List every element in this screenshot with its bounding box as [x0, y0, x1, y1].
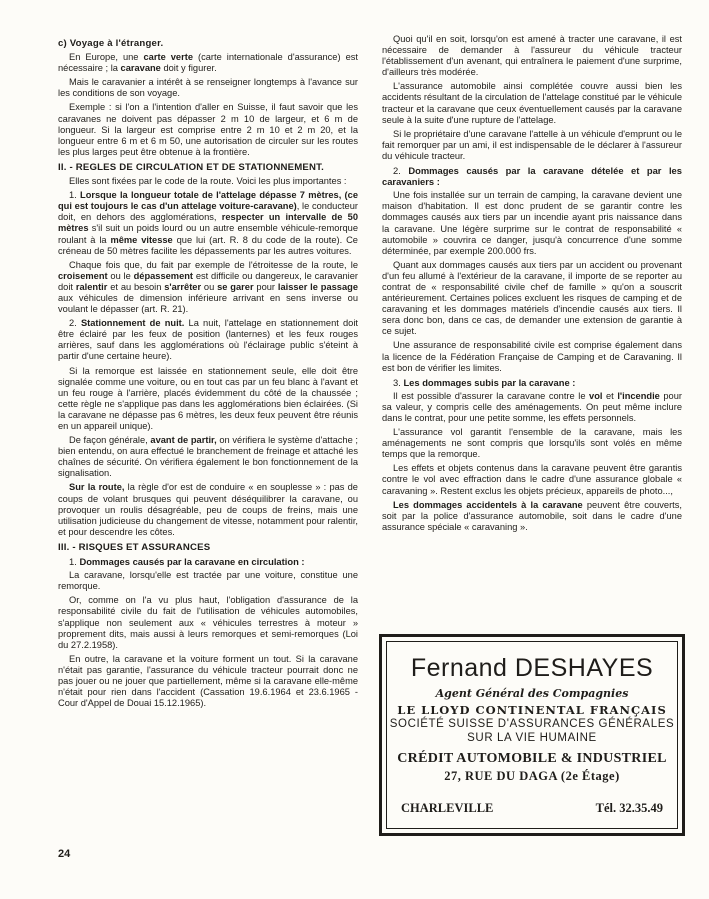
paragraph: Mais le caravanier a intérêt à se renseigner longtemps à l'avance sur les conditions de son voyage.: [58, 77, 358, 99]
paragraph: Les effets et objets contenus dans la caravane peuvent être garantis contre le vol avec effraction dans le cadre d'une assurance globale « caravaning ». Restent exclus les objets précieux, appareils de photo...,: [382, 463, 682, 496]
subsection-heading: 3. Les dommages subis par la caravane :: [393, 376, 576, 388]
paragraph: La caravane, lorsqu'elle est tractée par une voiture, constitue une remorque.: [58, 570, 358, 592]
ad-company-line-1: SOCIÉTÉ SUISSE D'ASSURANCES GÉNÉRALES: [389, 718, 675, 730]
ad-agent-name: Fernand DESHAYES: [410, 654, 654, 682]
paragraph: Or, comme on l'a vu plus haut, l'obligation d'assurance de la responsabilité civile du fait de l'utilisation de véhicules automobiles, s'applique non seulement aux « véhicules terrestres à moteur » proprement dits, mais aussi à leurs remorques et semi-remorques (Loi du 27.2.1958).: [58, 595, 358, 650]
paragraph: Sur la route, la règle d'or est de conduire « en souplesse » : pas de coups de volant brusques qui peuvent déséquilibrer la caravane, ou provoquer un roulis désagréable, peu de coups de freins, mais une utilisation judicieuse du changement de vitesse, notamment pour ralentir, et pour descendre les côtes.: [58, 482, 358, 537]
paragraph: Une fois installée sur un terrain de camping, la caravane devient une maison d'habitation. Il est donc prudent de se garantir contre les dommages causés aux tiers par un incendie ayant pris naissance dans la caravane. Une légère surprime sur le contrat de responsabilité « automobile » couvrira ce danger, jusqu'à concurrence d'une somme déterminée, par exemple 200.000 frs.: [382, 190, 682, 256]
paragraph: Quant aux dommages causés aux tiers par un accident ou provenant d'un feu allumé à l'extérieur de la caravane, il importe de se reporter au contrat de « responsabilité civile chef de famille » qu'on a souscrit antérieurement. Certaines polices excluent les risques de camping et de caravaning et les dommages matériels d'incendie causés aux tiers. Il sera donc bon, dans ce cas, de demander une extension de garantie à ce sujet.: [382, 259, 682, 337]
paragraph: En Europe, une carte verte (carte internationale d'assurance) est nécessaire ; la caravane doit y figurer.: [58, 52, 358, 74]
paragraph: 2. Stationnement de nuit. La nuit, l'attelage en stationnement doit être éclairé par les feux de position (lanternes) et les feux rouges arrières, sauf dans les agglomérations où l'éclairage public s'éteint à partir d'une certaine heure).: [58, 318, 358, 362]
paragraph: Quoi qu'il en soit, lorsqu'on est amené à tracter une caravane, il est nécessaire de demander à l'assureur du véhicule tracteur l'établissement d'un avenant, qui entraînera le paiement d'une surprime, d'ailleurs très modérée.: [382, 34, 682, 78]
paragraph: Si la remorque est laissée en stationnement seule, elle doit être signalée comme une voiture, ou en tout cas par un feu blanc à l'avant et un feu rouge à l'arrière, placés évidemment du côté de la chaussée ; cette règle ne s'applique pas dans les agglomérations bien éclairées. (Si la caravane ne dépasse pas 6 mètres, les deux feux peuvent être réunis en un appareil unique).: [58, 365, 358, 431]
paragraph: Exemple : si l'on a l'intention d'aller en Suisse, il faut savoir que les caravanes ne doivent pas dépasser 2 m 10 de largeur, et 6 m de longueur. Si la largeur est comprise entre 2 m 10 et 2 m 20, et la longueur entre 6 m et 6 m 50, une autorisation de circuler sur les routes les plus larges peut être obtenue à la frontière.: [58, 102, 358, 157]
left-column: [58, 34, 358, 712]
ad-phone: Tél. 32.35.49: [595, 801, 663, 815]
subsection-heading: 1. Dommages causés par la caravane en circulation :: [69, 556, 305, 568]
ad-agent-title: Agent Général des Compagnies: [435, 687, 629, 700]
paragraph: En outre, la caravane et la voiture forment un tout. Si la caravane n'était pas garantie, l'assurance du véhicule tracteur pourrait donc ne pas jouer ou ne jouer que partiellement, même si la caravane elle-même n'était pour rien dans l'accident (Cassation 19.6.1964 et 23.6.1965 - Cour d'Appel de Douai 15.12.1965).: [58, 653, 358, 709]
ad-credit-company: CRÉDIT AUTOMOBILE & INDUSTRIEL: [397, 751, 667, 766]
paragraph: Chaque fois que, du fait par exemple de l'étroitesse de la route, le croisement ou le dépassement est difficile ou dangereux, le caravanier doit ralentir et au besoin s'arrêter ou se garer pour laisser le passage aux véhicules de dimension inférieure arrivant en sens inverse ou voulant le dépasser (art. R. 21).: [58, 259, 358, 315]
paragraph: L'assurance vol garantit l'ensemble de la caravane, mais les aménagements ne sont compris que lorsqu'ils sont volés en même temps que la remorque.: [382, 427, 682, 460]
paragraph: De façon générale, avant de partir, on vérifiera le système d'attache ; bien entendu, on aura effectué le branchement de freinage et attaché les chaînes de sécurité. On vérifiera également le bon fonctionnement de la signalisation.: [58, 435, 359, 479]
subsection-heading: 2. Dommages causés par la caravane dételée et par les caravaniers :: [382, 165, 682, 188]
paragraph: Une assurance de responsabilité civile est comprise également dans la licence de la Fédération Française de Camping et de Caravaning. Il est bon de vérifier les limites.: [382, 340, 682, 373]
insurance-advertisement: [379, 634, 685, 836]
ad-city: CHARLEVILLE: [401, 801, 494, 815]
ad-company-name: LE LLOYD CONTINENTAL FRANÇAIS: [397, 703, 667, 717]
paragraph: Les dommages accidentels à la caravane peuvent être couverts, soit par la police d'assurance automobile, soit dans le cadre d'une assurance spéciale « caravaning ».: [382, 499, 682, 532]
ad-company-line-2: SUR LA VIE HUMAINE: [467, 732, 597, 744]
paragraph: L'assurance automobile ainsi complétée couvre aussi bien les accidents résultant de la circulation de l'attelage constitué par le véhicule tracteur et la caravane que ceux éventuellement causés par la caravane seule à la suite d'une rupture de l'attelage.: [382, 81, 682, 125]
paragraph: 1. Lorsque la longueur totale de l'attelage dépasse 7 mètres, (ce qui est toujours le cas d'un attelage voiture-caravane), le conducteur doit, en dehors des agglomérations, respecter un intervalle de 50 mètres s'il suit un poids lourd ou un autre ensemble véhicule-remorque roulant à la même vitesse que lui (art. R. 8 du code de la route). Ce créneau de 50 mètres facilite les dépassements par les autres voitures.: [58, 190, 358, 256]
section-ii-heading: II. - REGLES DE CIRCULATION ET DE STATIONNEMENT.: [58, 161, 324, 173]
page-number: 24: [58, 848, 71, 860]
section-c-heading: c) Voyage à l'étranger.: [58, 38, 164, 49]
section-iii-heading: III. - RISQUES ET ASSURANCES: [58, 541, 211, 553]
paragraph: Il est possible d'assurer la caravane contre le vol et l'incendie pour sa valeur, y compris celle des aménagements. On peut même inclure dans le contrat, pour une petite somme, les effets personnels.: [382, 390, 682, 423]
paragraph: Elles sont fixées par le code de la route. Voici les plus importantes :: [69, 176, 347, 187]
right-column: [382, 34, 682, 536]
paragraph: Si le propriétaire d'une caravane l'attelle à un véhicule d'emprunt ou le fait remorquer par un ami, il est indispensable de le déclarer à l'assureur du véhicule tracteur.: [382, 128, 682, 161]
ad-address: 27, RUE DU DAGA (2e Étage): [444, 769, 620, 783]
ad-inner-frame: [386, 641, 678, 829]
ad-contact-row: [401, 801, 663, 816]
